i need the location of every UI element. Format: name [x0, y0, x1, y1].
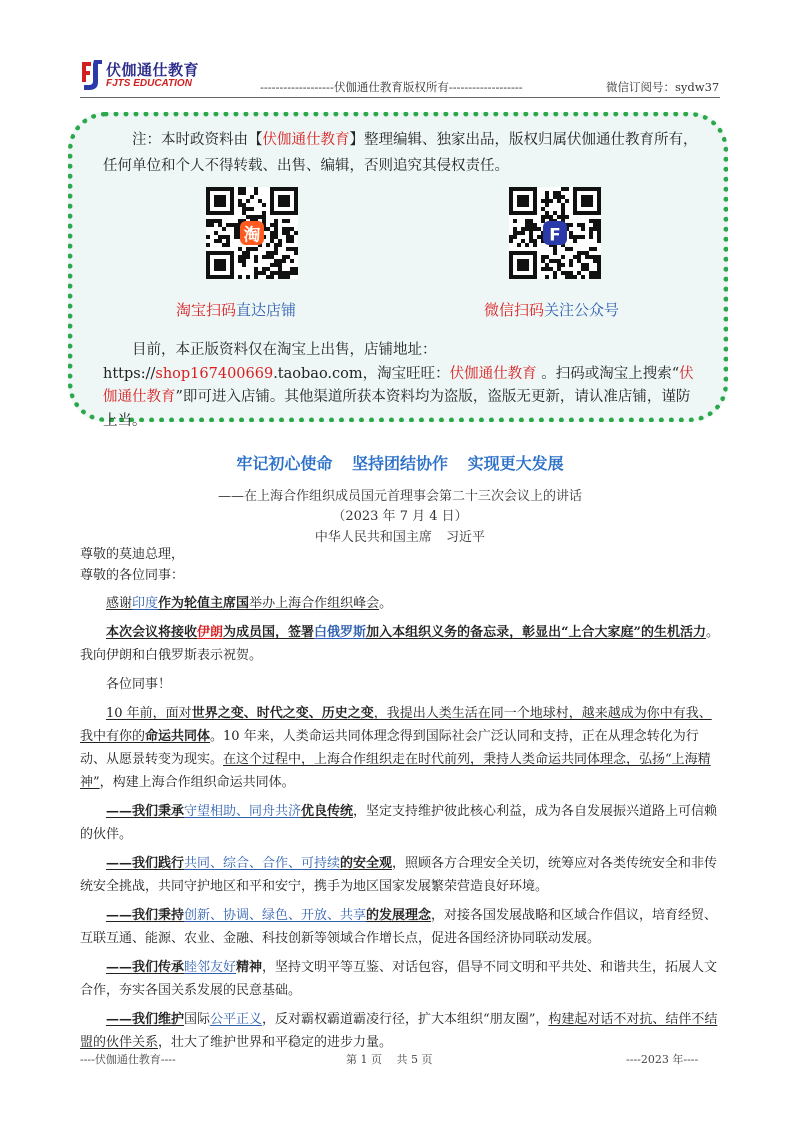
paragraph-3: 各位同事！: [106, 677, 172, 692]
paragraph-4: 10 年前，面对世界之变、时代之变、历史之变，我提出人类生活在同一个地球村，越来越成为你中有我、我中有你的命运共同体。10 年来，人类命运共同体理念得到国际社会广泛认同和支持，正在从理念转化为行动、从愿景转变为现实。在这个过程中，上海合作组织走在时代前列，秉持人类命运共同体理念，弘扬“上海精神”，构建上海合作组织命运共同体。: [80, 706, 712, 790]
footer-year: ----2023 年----: [626, 1053, 699, 1066]
shop-link[interactable]: shop167400669: [155, 365, 274, 382]
logo-name-cn: 伏伽通仕教育: [106, 61, 200, 79]
notice-paragraph-2: 目前，本正版资料仅在淘宝上出售，店铺地址：https://shop167400669.taobao.com，淘宝旺旺：伏伽通仕教育 。扫码或淘宝上搜索“伏伽通仕教育”即可进入店铺。其他渠道所获本资料均为盗版，盗版无更新，请认准店铺，谨防上当。: [103, 342, 694, 429]
paragraph-8: ——我们传承睦邻友好精神，坚持文明平等互鉴、对话包容，倡导不同文明和平共处、和谐共生，拓展人文合作，夯实各国关系发展的民意基础。: [80, 960, 718, 998]
paragraph-9: ——我们维护国际公平正义，反对霸权霸道霸凌行径，扩大本组织“朋友圈”，构建起对话不对抗、结伴不结盟的伙伴关系，壮大了维护世界和平稳定的进步力量。: [80, 1012, 718, 1050]
paragraph-7: ——我们秉持创新、协调、绿色、开放、共享的发展理念，对接各国发展战略和区域合作倡议，培育经贸、互联互通、能源、农业、金融、科技创新等领域合作增长点，促进各国经济协同联动发展。: [80, 908, 718, 946]
header-copyright: -------------------伏伽通仕教育版权所有-------------------: [260, 80, 523, 94]
article-speaker: 中华人民共和国主席 习近平: [314, 530, 486, 545]
article-title: 牢记初心使命 坚持团结协作 实现更大发展: [236, 454, 564, 473]
greeting-line-1: 尊敬的莫迪总理，: [80, 547, 185, 562]
wechat-qr-caption: 微信扫码关注公众号: [484, 301, 620, 319]
taobao-qr-caption: 淘宝扫码直达店铺: [176, 301, 297, 319]
brand-logo: [80, 58, 200, 94]
wechat-qr-icon: [509, 187, 601, 279]
header-wechat-id: 微信订阅号：sydw37: [606, 80, 720, 94]
logo-name-en: FJTS EDUCATION: [106, 78, 192, 89]
wechat-qr-code[interactable]: [509, 187, 601, 279]
footer-page-number: 第 1 页 共 5 页: [346, 1053, 433, 1066]
paragraph-6: ——我们践行共同、综合、合作、可持续的安全观，照顾各方合理安全关切，统筹应对各类传统安全和非传统安全挑战，共同守护地区和平和安宁，携手为地区国家发展繁荣营造良好环境。: [80, 856, 718, 894]
greeting-line-2: 尊敬的各位同事：: [80, 568, 185, 583]
svg-text:F: F: [549, 224, 561, 245]
paragraph-5: ——我们秉承守望相助、同舟共济优良传统，坚定支持维护彼此核心利益，成为各自发展振兴道路上可信赖的伙伴。: [80, 804, 718, 842]
article-body: [80, 544, 720, 1054]
taobao-qr-code[interactable]: [206, 187, 298, 279]
header-divider: [80, 97, 720, 98]
svg-text:淘: 淘: [243, 224, 261, 245]
paragraph-1: 感谢印度作为轮值主席国举办上海合作组织峰会。: [106, 596, 393, 611]
taobao-qr-icon: [206, 187, 298, 279]
footer-brand: ----伏伽通仕教育----: [80, 1053, 176, 1066]
copyright-notice-box: [68, 112, 728, 429]
notice-paragraph-1: 注：本时政资料由【伏伽通仕教育】整理编辑、独家出品，版权归属伏伽通仕教育所有，任何单位和个人不得转载、出售、编辑，否则追究其侵权责任。: [103, 132, 698, 174]
paragraph-2: 本次会议将接收伊朗为成员国，签署白俄罗斯加入本组织义务的备忘录，彰显出“上合大家庭”的生机活力。我向伊朗和白俄罗斯表示祝贺。: [80, 625, 720, 663]
fjts-logo-icon: [80, 58, 104, 92]
article-date: （2023 年 7 月 4 日）: [332, 509, 468, 524]
article-subtitle: ——在上海合作组织成员国元首理事会第二十三次会议上的讲话: [217, 489, 582, 504]
